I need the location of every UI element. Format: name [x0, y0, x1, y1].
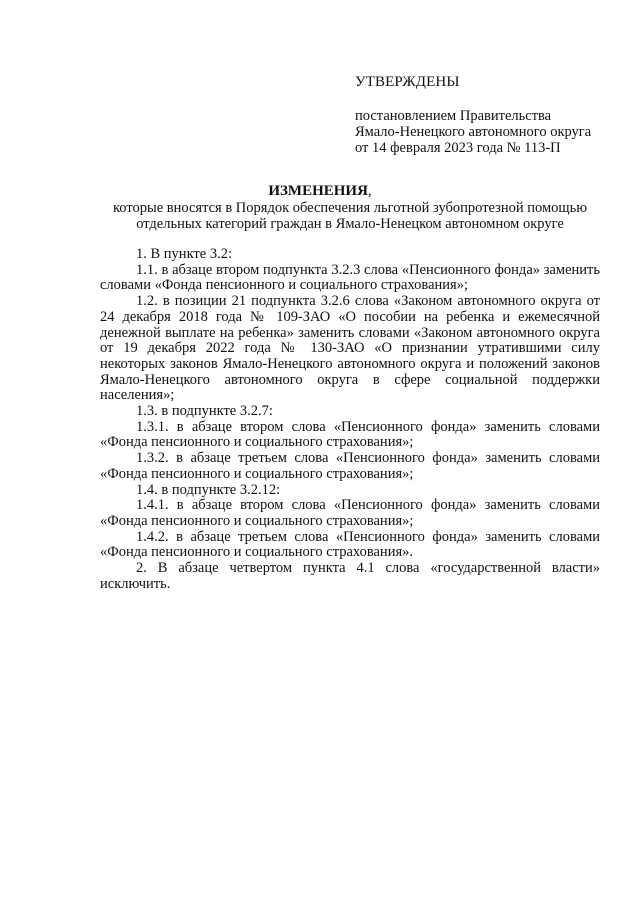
- paragraph-1-4-1: 1.4.1. в абзаце втором слова «Пенсионного фонда» заменить словами «Фонда пенсионного и социального страхования»;: [100, 497, 600, 529]
- document-heading: ИЗМЕНЕНИЯ: [268, 183, 368, 199]
- document-subtitle: которые вносятся в Порядок обеспечения льготной зубопротезной помощью отдельных категорий граждан в Ямало-Ненецком автономном округе: [112, 200, 588, 232]
- document-body: [100, 247, 600, 592]
- paragraph-2: 2. В абзаце четвертом пункта 4.1 слова «государственной власти» исключить.: [100, 560, 600, 592]
- approval-line-3: от 14 февраля 2023 года № 113-П: [355, 140, 561, 156]
- paragraph-1-4: 1.4. в подпункте 3.2.12:: [136, 481, 281, 498]
- approval-block: [355, 74, 625, 156]
- paragraph-1-4-2: 1.4.2. в абзаце третьем слова «Пенсионного фонда» заменить словами «Фонда пенсионного и социального страхования».: [100, 528, 600, 561]
- document-title: [0, 183, 640, 200]
- approval-stamp: УТВЕРЖДЕНЫ: [355, 74, 460, 90]
- paragraph-1-3-1: 1.3.1. в абзаце втором слова «Пенсионного фонда» заменить словами «Фонда пенсионного и социального страхования»;: [100, 418, 600, 451]
- paragraph-1-3-2: 1.3.2. в абзаце третьем слова «Пенсионного фонда» заменить словами «Фонда пенсионного и социального страхования»;: [100, 450, 600, 482]
- paragraph-1-2: 1.2. в позиции 21 подпункта 3.2.6 слова «Законом автономного округа от 24 декабря 2018 года № 109-ЗАО «О пособии на ребенка и ежемесячной денежной выплате на ребенка» заменить словами «Законом автономного округа от 19 декабря 2022 года № 130-ЗАО «О признании утратившими силу некоторых законов Ямало-Ненецкого автономного округа и положений законов Ямало-Ненецкого автономного округа в сфере социальной поддержки населения»;: [100, 293, 600, 404]
- approval-line-2: Ямало-Ненецкого автономного округа: [355, 124, 592, 140]
- paragraph-1-3: 1.3. в подпункте 3.2.7:: [136, 403, 273, 420]
- paragraph-1-1: 1.1. в абзаце втором подпункта 3.2.3 слова «Пенсионного фонда» заменить словами «Фонда пенсионного и социального страхования»;: [100, 261, 600, 294]
- approval-line-1: постановлением Правительства: [355, 108, 552, 124]
- heading-punctuation: ,: [367, 183, 372, 199]
- paragraph-1: 1. В пункте 3.2:: [136, 246, 232, 262]
